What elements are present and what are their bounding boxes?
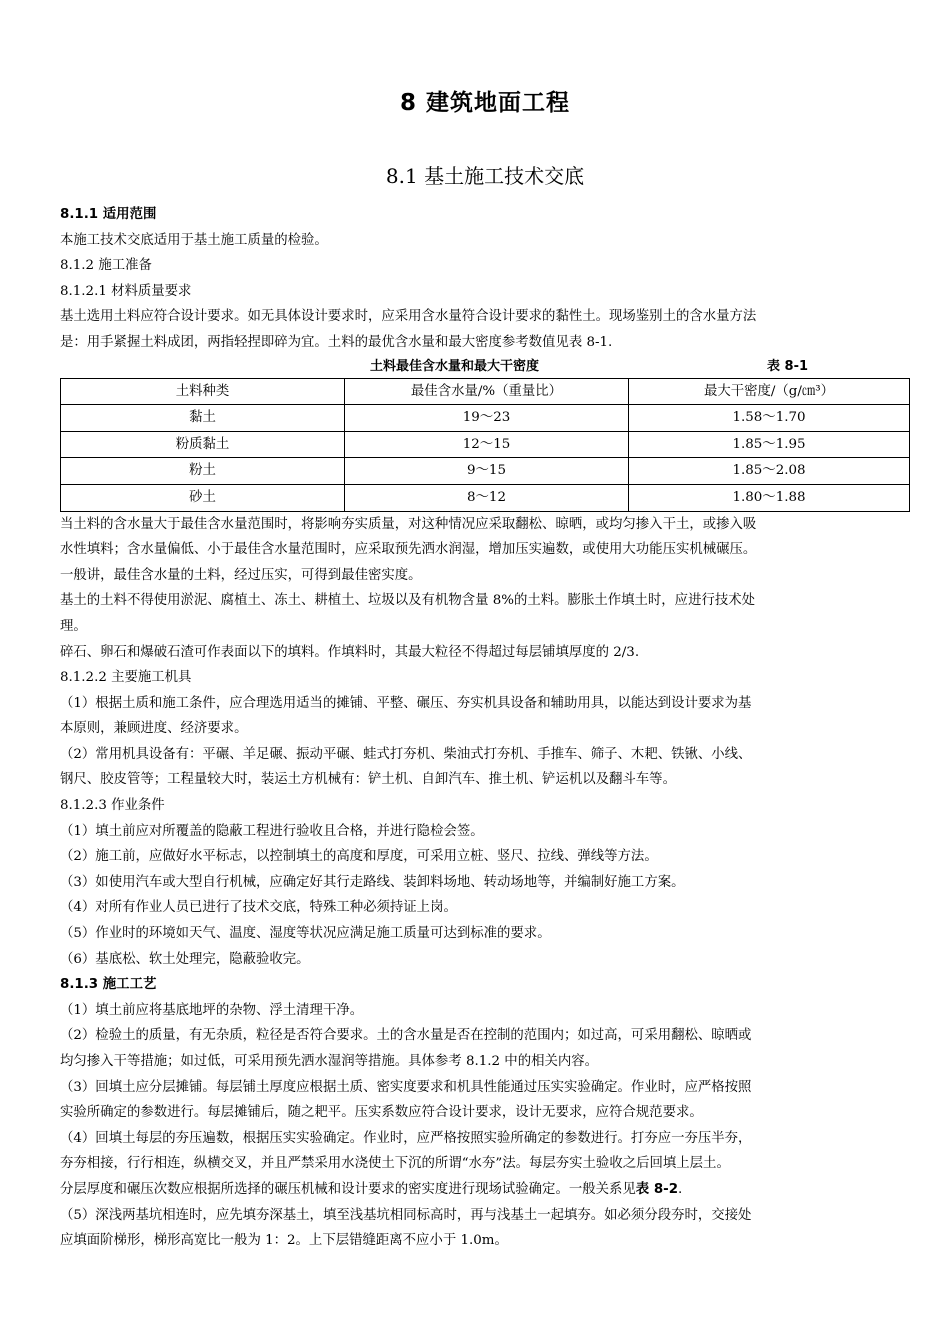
paragraph-line: （4）回填土每层的夯压遍数，根据压实实验确定。作业时，应严格按照实验所确定的参数进行。打夯应一夯压半夯， [60, 1130, 752, 1146]
heading-8-1-2-1: 8.1.2.1 材料质量要求 [60, 283, 192, 299]
paragraph-line: （4）对所有作业人员已进行了技术交底，特殊工种必须持证上岗。 [60, 900, 457, 916]
table-cell: 1.80～1.88 [629, 484, 910, 511]
paragraph-line: 钢尺、胶皮管等；工程量较大时，装运土方机械有：铲土机、自卸汽车、推土机、铲运机以及翻斗车等。 [60, 772, 676, 788]
paragraph-line: 水性填料；含水量偏低、小于最佳含水量范围时，应采取预先洒水润湿，增加压实遍数，或使用大功能压实机械碾压。 [60, 542, 757, 558]
table-row [61, 484, 910, 511]
paragraph-line: （1）填土前应对所覆盖的隐蔽工程进行验收且合格，并进行隐检会签。 [60, 823, 484, 839]
table-row [61, 431, 910, 458]
table-header: 最大干密度/（g/㎝³） [629, 378, 910, 405]
paragraph-line: 本原则，兼顾进度、经济要求。 [60, 721, 248, 737]
paragraph-line: （1）填土前应将基底地坪的杂物、浮土清理干净。 [60, 1002, 364, 1018]
table-cell: 黏土 [61, 405, 345, 432]
paragraph-line: 当土料的含水量大于最佳含水量范围时，将影响夯实质量，对这种情况应采取翻松、晾晒，或均匀掺入干土，或掺入吸 [60, 516, 757, 532]
table-cell: 砂土 [61, 484, 345, 511]
paragraph-line: （3）回填土应分层摊铺。每层铺土厚度应根据土质、密实度要求和机具性能通过压实实验确定。作业时，应严格按照 [60, 1079, 752, 1095]
paragraph-line: （5）作业时的环境如天气、温度、湿度等状况应满足施工质量可达到标准的要求。 [60, 926, 551, 942]
table-header-row [61, 378, 910, 405]
paragraph-line: 夯夯相接，行行相连，纵横交叉，并且严禁采用水浇使土下沉的所谓“水夯”法。每层夯实土验收之后回填上层土。 [60, 1156, 730, 1172]
soil-moisture-table [60, 378, 910, 512]
paragraph-line: 实验所确定的参数进行。每层摊铺后，随之耙平。压实系数应符合设计要求，设计无要求，应符合规范要求。 [60, 1105, 703, 1121]
heading-8-1-2-3: 8.1.2.3 作业条件 [60, 798, 165, 814]
table-row [61, 405, 910, 432]
table-row [61, 458, 910, 485]
table-cell: 1.85～2.08 [629, 458, 910, 485]
paragraph-line: 基土选用土料应符合设计要求。如无具体设计要求时，应采用含水量符合设计要求的黏性土。现场鉴别土的含水量方法 [60, 309, 757, 325]
section-title: 8.1 基土施工技术交底 [385, 164, 585, 188]
table-header: 土料种类 [61, 378, 345, 405]
table-header: 最佳含水量/%（重量比） [345, 378, 629, 405]
paragraph: 本施工技术交底适用于基土施工质量的检验。 [60, 232, 328, 248]
table-cell: 19～23 [345, 405, 629, 432]
paragraph-line: 均匀掺入干等措施；如过低，可采用预先洒水湿润等措施。具体参考 8.1.2 中的相关内容。 [60, 1054, 599, 1069]
paragraph-line: 应填面阶梯形，梯形高宽比一般为 1：2。上下层错缝距离不应小于 1.0m。 [60, 1233, 508, 1249]
paragraph-line: （2）施工前，应做好水平标志，以控制填土的高度和厚度，可采用立桩、竖尺、拉线、弹线等方法。 [60, 849, 658, 865]
paragraph-line: 一般讲，最佳含水量的土料，经过压实，可得到最佳密实度。 [60, 567, 422, 583]
heading-8-1-1: 8.1.1 适用范围 [60, 207, 157, 222]
document-body [60, 202, 910, 1254]
paragraph-line: 碎石、卵石和爆破石渣可作表面以下的填料。作填料时，其最大粒径不得超过每层铺填厚度的 2/3. [60, 644, 640, 660]
table-cell: 粉土 [61, 458, 345, 485]
heading-8-1-3: 8.1.3 施工工艺 [60, 977, 157, 993]
table-caption [60, 356, 910, 378]
table-cell: 9～15 [345, 458, 629, 485]
paragraph-line: 基土的土料不得使用淤泥、腐植土、冻土、耕植土、垃圾以及有机物含量 8%的土料。膨胀土作填土时，应进行技术处 [60, 593, 756, 609]
table-cell: 1.58～1.70 [629, 405, 910, 432]
table-caption-title: 土料最佳含水量和最大干密度 [370, 358, 540, 374]
table-cell: 粉质黏土 [61, 431, 345, 458]
line-text: 分层厚度和碾压次数应根据所选择的碾压机械和设计要求的密实度进行现场试验确定。一般关系见 [60, 1181, 636, 1197]
heading-8-1-2: 8.1.2 施工准备 [60, 258, 152, 274]
paragraph-line: 理。 [60, 618, 87, 634]
paragraph-line: （2）检验土的质量，有无杂质，粒径是否符合要求。土的含水量是否在控制的范围内；如过高，可采用翻松、晾晒或 [60, 1028, 752, 1044]
chapter-title: 8 建筑地面工程 [399, 90, 570, 116]
paragraph-line: （5）深浅两基坑相连时，应先填夯深基土，填至浅基坑相同标高时，再与浅基土一起填夯。如必须分段夯时，交接处 [60, 1207, 752, 1223]
table-cell: 12～15 [345, 431, 629, 458]
paragraph-line: 是：用手紧握土料成团，两指轻捏即碎为宜。土料的最优含水量和最大密度参考数值见表 8-1. [60, 334, 613, 350]
paragraph-line: （6）基底松、软土处理完，隐蔽验收完。 [60, 951, 310, 967]
line-text: . [678, 1181, 683, 1197]
table-cell: 1.85～1.95 [629, 431, 910, 458]
paragraph-line: （3）如使用汽车或大型自行机械，应确定好其行走路线、装卸料场地、转动场地等，并编制好施工方案。 [60, 874, 685, 890]
paragraph-line [60, 1177, 910, 1203]
paragraph-line: （2）常用机具设备有：平碾、羊足碾、振动平碾、蛙式打夯机、柴油式打夯机、手推车、筛子、木耙、铁锹、小线、 [60, 746, 752, 762]
table-reference: 表 8-2 [635, 1181, 679, 1197]
paragraph-line: （1）根据土质和施工条件，应合理选用适当的摊铺、平整、碾压、夯实机具设备和辅助用具，以能达到设计要求为基 [60, 695, 752, 711]
heading-8-1-2-2: 8.1.2.2 主要施工机具 [60, 670, 192, 686]
table-number: 表 8-1 [767, 358, 809, 374]
table-cell: 8～12 [345, 484, 629, 511]
